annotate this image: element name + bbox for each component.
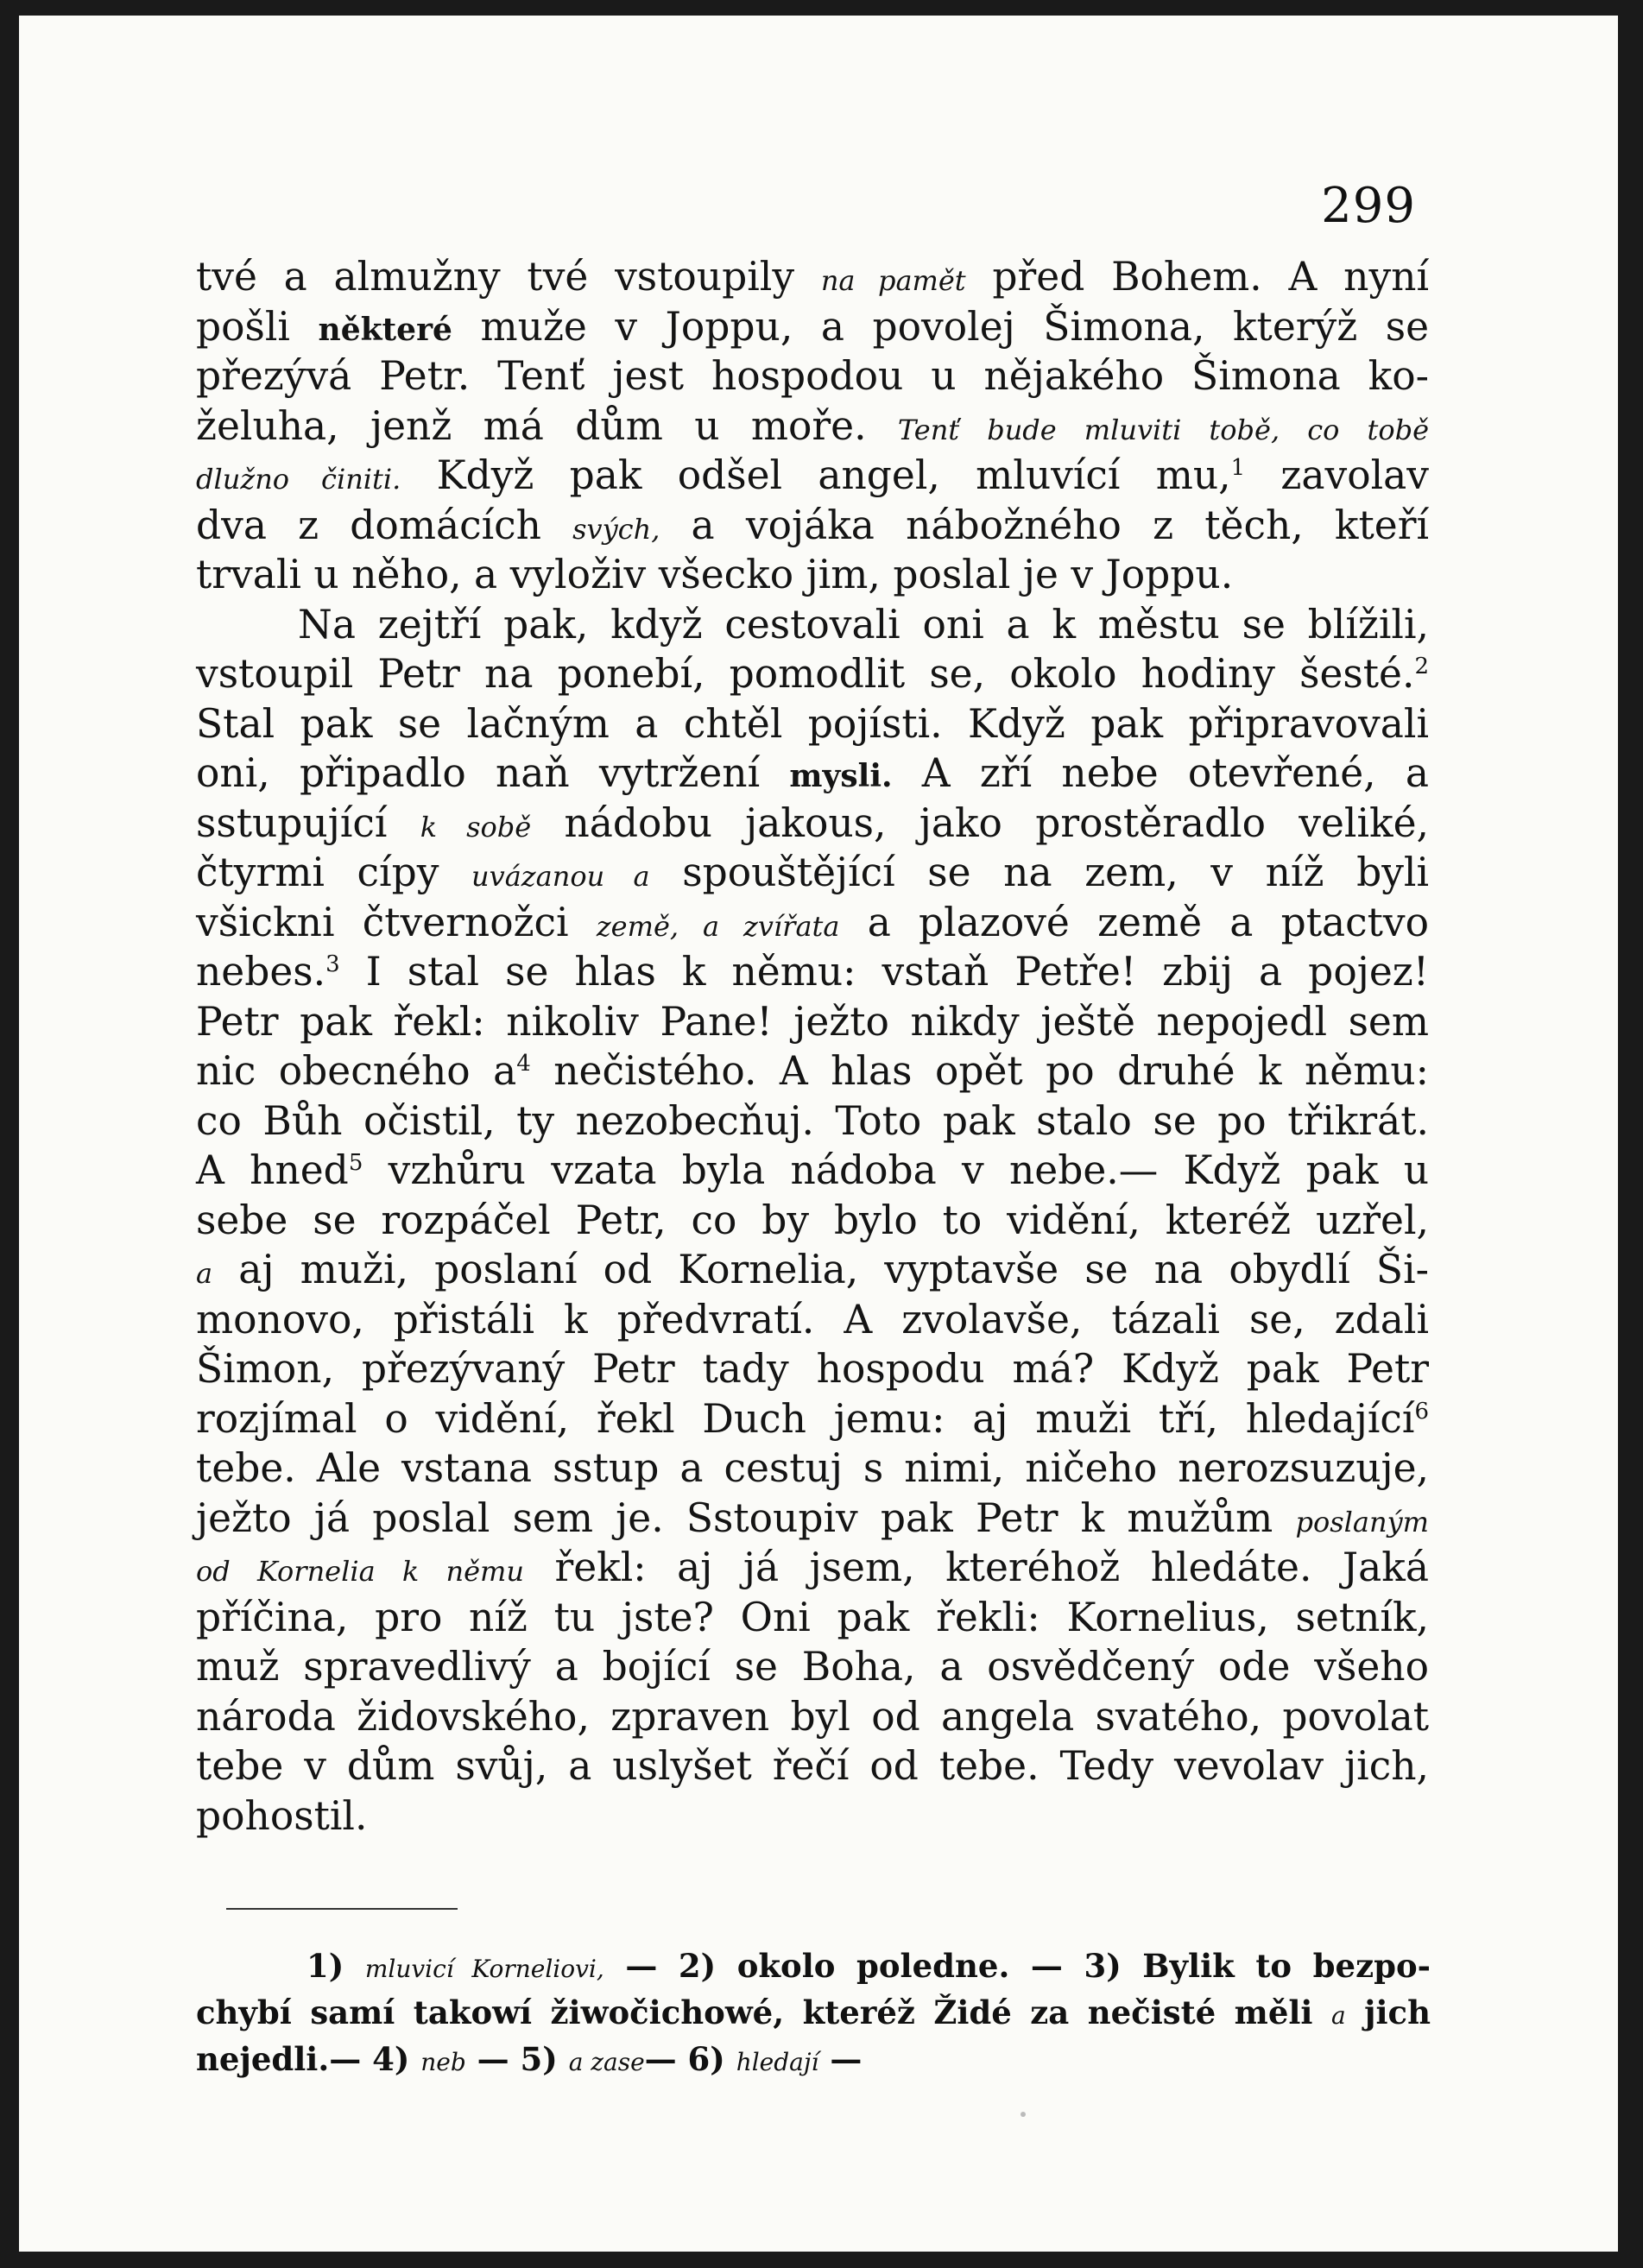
text-line: pohostil. — [196, 1792, 368, 1839]
footnote-marker: 6 — [1414, 1398, 1429, 1425]
footnote-line: nejedli.— 4) neb — 5) a zase— 6) hledají — — [196, 2040, 863, 2078]
footnote-marker: 5 — [348, 1150, 363, 1176]
text-line: a aj muži, poslaní od Kornelia, vyptavše se na obydlí Ši- — [196, 1247, 1429, 1292]
footnote-line: chybí samí takowí žiwočichowé, kteréž Židé za nečisté měli a jich — [196, 1993, 1431, 2031]
text-line: nic obecného $a^4$ nečistého. A hlas opět po druhé k němu: — [196, 1048, 1430, 1094]
text-line: oni, připadlo naň vytržení mysli. A zří nebe otevřené, a — [196, 750, 1429, 796]
text-line: A hned$^5$ vzhůru vzata byla nádoba v nebe.— Když pak u — [196, 1147, 1430, 1193]
text-line: sebe se rozpáčel Petr, co by bylo to vidění, kteréž uzřel, — [196, 1197, 1429, 1243]
text-line: tvé a almužny tvé vstoupily na pamět před Bohem. A nyní — [196, 254, 1430, 300]
text-line: dlužno činiti. Když pak odšel angel, mluvící mu,$^1$ zavolav — [196, 452, 1430, 498]
footnote-marker: 4 — [516, 1051, 531, 1077]
text-line: všickni čtvernožci země, a zvířata a plazové země a ptactvo — [196, 899, 1430, 945]
text-line: Petr pak řekl: nikoliv Pane! ježto nikdy ještě nepojedl sem — [196, 998, 1429, 1045]
text-line: národa židovského, zpraven byl od angela svatého, povolat — [196, 1693, 1429, 1740]
footnote-marker: 2 — [1414, 654, 1429, 679]
text-line: příčina, pro níž tu jste? Oni pak řekli: Kornelius, setník, — [196, 1594, 1429, 1640]
text-line: muž spravedlivý a bojící se Boha, a osvědčený ode všeho — [196, 1644, 1429, 1690]
text-line: vstoupil Petr na ponebí, pomodlit se, okolo hodiny šesté.$^2$ — [196, 651, 1429, 697]
text-line: Stal pak se lačným a chtěl pojísti. Když pak připravovali — [196, 700, 1429, 747]
text-line: monovo, přistáli k předvratí. A zvolavše, tázali se, zdali — [196, 1296, 1429, 1342]
text-line: trvali u něho, a vyloživ všecko jim, poslal je v Joppu. — [196, 552, 1234, 597]
text-line: sstupující k sobě nádobu jakous, jako prostěradlo veliké, — [196, 799, 1429, 846]
text-line: želuha, jenž má dům u moře. Tenť bude mluviti tobě, co tobě — [196, 402, 1430, 449]
text-line: co Bůh očistil, ty nezobecňuj. Toto pak stalo se po třikrát. — [196, 1097, 1429, 1144]
text-line: tebe v dům svůj, a uslyšet řečí od tebe. Tedy vevolav jich, — [196, 1743, 1429, 1789]
text-line: dva z domácích svých, a vojáka nábožného z těch, kteří — [196, 502, 1429, 548]
footnote-marker: 1 — [1230, 455, 1246, 481]
text-line: čtyrmi cípy uvázanou a spouštějící se na zem, v níž byli — [196, 850, 1430, 895]
footnote-marker: 3 — [325, 951, 340, 977]
page-number: 299 — [1321, 178, 1416, 234]
footnotes — [196, 1943, 1431, 2082]
text-line: rozjímal o vidění, řekl Duch jemu: aj muži tří, hledající$^6$ — [196, 1395, 1429, 1442]
text-line: ježto já poslal sem je. Sstoupiv pak Petr k mužům poslaným — [196, 1494, 1429, 1541]
text-line: od Kornelia k němu řekl: aj já jsem, kteréhož hledáte. Jaká — [196, 1545, 1429, 1590]
text-line: Na zejtří pak, když cestovali oni a k městu se blížili, — [298, 601, 1429, 648]
text-line: tebe. Ale vstana sstup a cestuj s nimi, ničeho nerozsuzuje, — [196, 1445, 1429, 1491]
text-line: nebes.$^3$ I stal se hlas k němu: vstaň Petře! zbij a pojez! — [196, 949, 1429, 995]
body-text — [196, 252, 1429, 1841]
text-line: Šimon, přezývaný Petr tady hospodu má? Když pak Petr — [196, 1346, 1429, 1392]
footnote-line: 1) mluvicí Korneliovi, — 2) okolo poledne. — 3) Bylik to bezpo- — [306, 1947, 1431, 1985]
text-line: pošli některé muže v Joppu, a povolej Šimona, kterýž se — [196, 303, 1430, 350]
book-page — [19, 16, 1618, 2252]
footnote-rule — [226, 1908, 458, 1910]
text-line: přezývá Petr. Tenť jest hospodou u nějakého Šimona ko- — [196, 353, 1429, 399]
ink-speck — [1021, 2112, 1026, 2117]
